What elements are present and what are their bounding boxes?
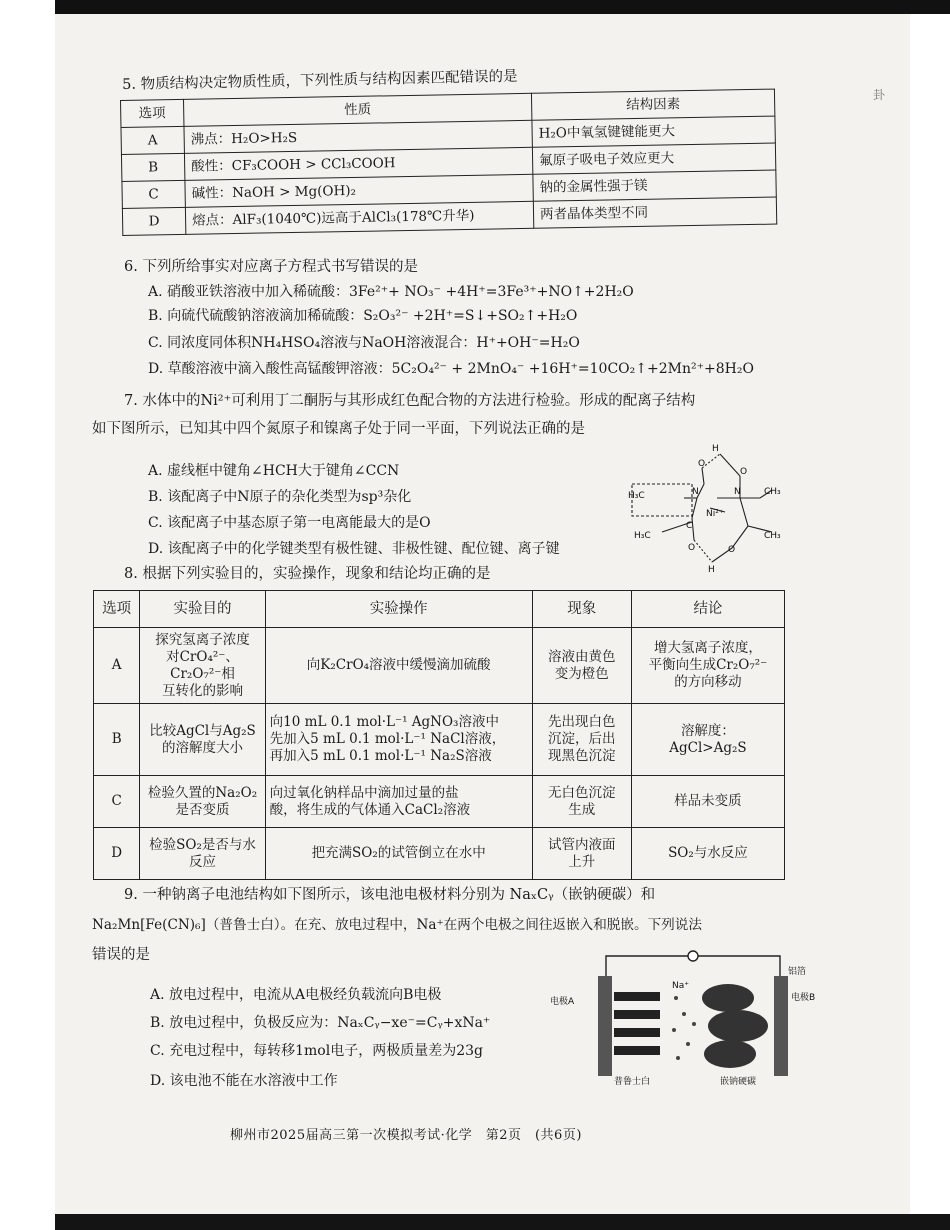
prussian-white-layer: [614, 1046, 660, 1055]
cell-line: 检验久置的Na₂O₂: [147, 784, 258, 801]
scan-bottom-edge: [55, 1214, 950, 1230]
cell-line: 无白色沉淀: [548, 784, 616, 801]
q8-row-phenomenon: [532, 628, 631, 704]
q8-table: [93, 590, 785, 880]
cell-line: 比较AgCl与Ag₂S: [149, 722, 256, 739]
q5-row-option: A: [121, 126, 184, 154]
q5-row-option: B: [121, 153, 184, 181]
q8-row-phenomenon: [532, 776, 631, 828]
q5-row-factor: 钠的金属性强于镁: [533, 170, 776, 201]
cell-line: 酸，将生成的气体通入CaCl₂溶液: [269, 801, 471, 818]
prussian-white-label: 普鲁士白: [614, 1077, 651, 1087]
bond: [692, 518, 694, 540]
bond: [740, 498, 748, 526]
cell-line: 的溶解度大小: [162, 739, 243, 756]
q9-stem-line2: Na₂Mn[Fe(CN)₆]（普鲁士白）。在充、放电过程中，Na⁺在两个电极之间往返嵌入和脱嵌。下列说法: [92, 917, 702, 933]
cell-line: 反应: [189, 853, 216, 870]
cell-line: 向K₂CrO₄溶液中缓慢滴加硫酸: [306, 657, 491, 673]
q5-row-factor: H₂O中氧氢键键能更大: [532, 116, 775, 147]
atom-c-left: C: [686, 521, 693, 531]
scan-top-edge: [55, 0, 950, 14]
electrode-b-label: 电极B: [791, 993, 816, 1003]
cell-line: 现黑色沉淀: [548, 748, 616, 764]
methyl-left-bottom: H₃C: [634, 531, 651, 541]
sodium-ion-dot: [692, 1022, 696, 1026]
q5-header-factor: 结构因素: [531, 89, 774, 120]
cell-line: AgCl>Ag₂S: [669, 739, 747, 756]
q5-header-property: 性质: [183, 93, 531, 126]
q5-row-option: D: [122, 207, 185, 235]
q7-option-c: C. 该配离子中基态原子第一电离能最大的是O: [148, 515, 431, 531]
cell-line: 对CrO₄²⁻、Cr₂O₇²⁻相: [166, 648, 239, 682]
q8-row-option: C: [94, 776, 140, 828]
table-row: [94, 704, 785, 776]
atom-n-right: N: [734, 487, 741, 497]
q8-row-purpose: [140, 828, 265, 880]
q8-header-option: 选项: [94, 591, 140, 628]
cell-line: 的方向移动: [674, 674, 742, 690]
cell-line: 向过氧化钠样品中滴加过量的盐: [269, 784, 459, 801]
q9-option-b: B. 放电过程中，负极反应为：NaₓCᵧ−xe⁻=Cᵧ+xNa⁺: [150, 1015, 491, 1031]
q8-header-conclusion: 结论: [631, 591, 784, 628]
sodium-ion-label: Na⁺: [672, 981, 689, 991]
sodium-ion-dot: [674, 996, 678, 1000]
q8-row-operation: [265, 776, 532, 828]
q5-table: [120, 89, 777, 236]
q7-option-a: A. 虚线框中键角∠HCH大于键角∠CCN: [148, 463, 400, 479]
atom-o-top-right: O: [740, 467, 748, 477]
q5-row-property: 沸点：H₂O>H₂S: [184, 120, 532, 153]
ni-complex-structure-figure: [622, 440, 792, 580]
hard-carbon-cluster: [704, 1040, 756, 1068]
sodium-ion-dot: [682, 1012, 686, 1016]
q9-stem-line1: 9. 一种钠离子电池结构如下图所示，该电池电极材料分别为 NaₓCᵧ（嵌钠硬碳）和: [124, 887, 656, 903]
q8-row-option: B: [94, 704, 140, 776]
atom-h-top: H: [712, 444, 719, 454]
q8-row-operation: [265, 828, 532, 880]
q8-row-option: D: [94, 828, 140, 880]
q8-row-operation: [265, 628, 532, 704]
hard-carbon-label: 嵌钠硬碳: [720, 1077, 757, 1087]
methyl-left-top: H₃C: [628, 491, 645, 501]
q7-option-d: D. 该配离子中的化学键类型有极性键、非极性键、配位键、离子键: [148, 541, 560, 557]
q5-row-factor: 氟原子吸电子效应更大: [532, 143, 775, 174]
cell-line: 向10 mL 0.1 mol·L⁻¹ AgNO₃溶液中: [269, 714, 499, 730]
q8-row-conclusion: [631, 776, 784, 828]
q7-stem-line2: 如下图所示，已知其中四个氮原子和镍离子处于同一平面，下列说法正确的是: [92, 421, 585, 437]
atom-h-bottom: H: [708, 565, 715, 575]
q8-header-row: [94, 591, 785, 628]
q8-header-operation: 实验操作: [265, 591, 532, 628]
q6-option-b: B. 向硫代硫酸钠溶液滴加稀硫酸：S₂O₃²⁻ +2H⁺=S↓+SO₂↑+H₂O: [148, 308, 578, 324]
prussian-white-layer: [614, 992, 660, 1001]
atom-o-top-left: O: [698, 459, 706, 469]
cell-line: 先加入5 mL 0.1 mol·L⁻¹ NaCl溶液，: [269, 731, 506, 747]
q7-option-b: B. 该配离子中N原子的杂化类型为sp³杂化: [148, 489, 412, 505]
q8-row-operation: [265, 704, 532, 776]
q9-option-d: D. 该电池不能在水溶液中工作: [150, 1073, 338, 1089]
q8-row-phenomenon: [532, 828, 631, 880]
atom-o-bottom-right: O: [728, 545, 736, 555]
q8-header-purpose: 实验目的: [140, 591, 265, 628]
q5-row-option: C: [122, 180, 185, 208]
cell-line: 生成: [568, 801, 596, 818]
q6-option-d: D. 草酸溶液中滴入酸性高锰酸钾溶液：5C₂O₄²⁻ + 2MnO₄⁻ +16H⁺=10CO₂↑+2Mn²⁺+8H₂O: [148, 361, 754, 377]
cell-line: SO₂与水反应: [668, 845, 748, 861]
cell-line: 溶液由黄色: [548, 648, 616, 665]
cell-line: 上升: [568, 853, 596, 870]
page-left-margin: [0, 0, 55, 1230]
cell-line: 溶解度：: [680, 722, 735, 739]
nickel-ion-label: Ni²⁺: [706, 509, 724, 519]
q5-row-factor: 两者晶体类型不同: [533, 197, 776, 228]
table-row: [94, 628, 785, 704]
bond: [692, 498, 697, 518]
electrode-a-plate: [598, 976, 612, 1076]
cell-line: 检验SO₂是否与水: [149, 836, 256, 853]
q9-option-c: C. 充电过程中，每转移1mol电子，两极质量差为23g: [150, 1043, 483, 1059]
bond: [702, 468, 704, 484]
electrode-a-label: 电极A: [550, 997, 575, 1007]
q8-row-conclusion: [631, 628, 784, 704]
sodium-ion-battery-figure: [548, 948, 816, 1088]
prussian-white-layer: [614, 1010, 660, 1019]
page-footer: 柳州市2025届高三第一次模拟考试·化学 第2页 (共6页): [230, 1128, 582, 1143]
q7-stem-line1: 7. 水体中的Ni²⁺可利用丁二酮肟与其形成红色配合物的方法进行检验。形成的配离子结构: [124, 393, 696, 409]
cell-line: 沉淀，后出: [548, 731, 616, 747]
cell-line: 互转化的影响: [162, 682, 243, 699]
q5-row-property: 酸性：CF₃COOH > CCl₃COOH: [184, 147, 532, 180]
margin-glyph: 卦: [873, 88, 886, 102]
cell-line: 再加入5 mL 0.1 mol·L⁻¹ Na₂S溶液: [269, 748, 492, 764]
q5-stem: 5. 物质结构决定物质性质，下列性质与结构因素匹配错误的是: [122, 68, 518, 93]
electrode-b-plate: [774, 976, 788, 1076]
atom-o-bottom-left: O: [688, 543, 696, 553]
sodium-ion-dot: [672, 1028, 676, 1032]
load-icon: [688, 951, 698, 961]
table-row: [94, 776, 785, 828]
bond: [720, 454, 740, 476]
table-row: [94, 828, 785, 880]
q8-row-conclusion: [631, 704, 784, 776]
sodium-ion-dot: [686, 1042, 690, 1046]
q9-option-a: A. 放电过程中，电流从A电极经负载流向B电极: [150, 987, 442, 1003]
hard-carbon-cluster: [702, 984, 754, 1012]
q5-row-property: 熔点：AlF₃(1040℃)远高于AlCl₃(178℃升华): [185, 201, 533, 234]
q5-header-option: 选项: [121, 99, 184, 127]
methyl-right-top: CH₃: [764, 487, 781, 497]
cell-line: 探究氢离子浓度: [155, 631, 250, 648]
cell-line: 变为橙色: [554, 665, 609, 682]
cell-line: 试管内液面: [548, 836, 616, 853]
hbond: [694, 540, 712, 562]
prussian-white-layer: [614, 1028, 660, 1037]
atom-n-left: N: [692, 487, 699, 497]
q9-stem-line3: 错误的是: [92, 947, 150, 963]
q8-stem: 8. 根据下列实验目的，实验操作，现象和结论均正确的是: [124, 566, 491, 582]
q5-row-property: 碱性：NaOH > Mg(OH)₂: [185, 174, 533, 207]
cell-line: 把充满SO₂的试管倒立在水中: [311, 845, 486, 861]
aluminum-foil-label: 铝箔: [788, 967, 807, 977]
q6-stem: 6. 下列所给事实对应离子方程式书写错误的是: [124, 259, 418, 275]
cell-line: 样品未变质: [674, 793, 742, 809]
methyl-right-bottom: CH₃: [764, 531, 781, 541]
sodium-ion-dot: [676, 1056, 680, 1060]
q8-row-purpose: [140, 776, 265, 828]
hard-carbon-cluster: [708, 1010, 768, 1042]
q8-header-phenomenon: 现象: [532, 591, 631, 628]
q6-option-c: C. 同浓度同体积NH₄HSO₄溶液与NaOH溶液混合：H⁺+OH⁻=H₂O: [148, 335, 580, 351]
cell-line: 增大氢离子浓度，: [653, 640, 762, 656]
cell-line: 是否变质: [175, 801, 230, 818]
cell-line: 平衡向生成Cr₂O₇²⁻: [648, 657, 768, 673]
q8-row-purpose: [140, 628, 265, 704]
q8-row-option: A: [94, 628, 140, 704]
q6-option-a: A. 硝酸亚铁溶液中加入稀硫酸：3Fe²⁺+ NO₃⁻ +4H⁺=3Fe³⁺+NO↑+2H₂O: [148, 284, 634, 300]
q8-row-conclusion: [631, 828, 784, 880]
q8-row-phenomenon: [532, 704, 631, 776]
cell-line: 先出现白色: [548, 714, 616, 730]
q8-row-purpose: [140, 704, 265, 776]
